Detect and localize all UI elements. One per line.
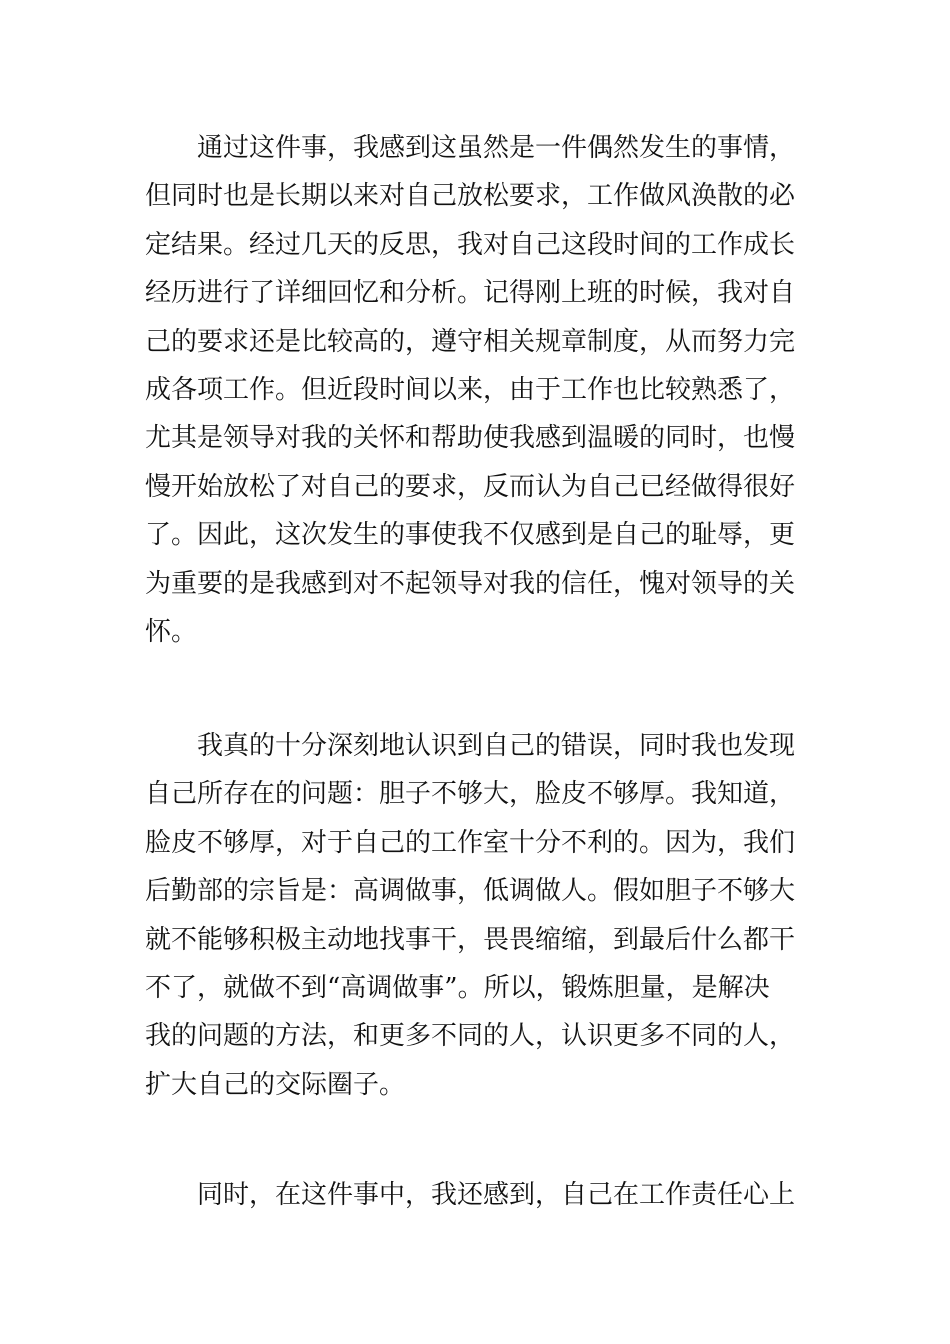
paragraph-line: 但同时也是长期以来对自己放松要求，工作做风涣散的必 (145, 181, 796, 212)
paragraph-line: 经历进行了详细回忆和分析。记得刚上班的时候，我对自 (145, 278, 796, 309)
paragraph-2 (145, 722, 809, 1109)
paragraph-line: 慢开始放松了对自己的要求，反而认为自己已经做得很好 (145, 471, 796, 502)
paragraph-line: 同时，在这件事中，我还感到，自己在工作责任心上 (197, 1180, 796, 1210)
paragraph-line: 通过这件事，我感到这虽然是一件偶然发生的事情， (197, 133, 796, 163)
paragraph-line: 己的要求还是比较高的，遵守相关规章制度，从而努力完 (145, 326, 796, 357)
paragraph-line: 为重要的是我感到对不起领导对我的信任，愧对领导的关 (145, 568, 796, 599)
paragraph-line: 怀。 (145, 616, 198, 647)
paragraph-line: 扩大自己的交际圈子。 (145, 1069, 406, 1100)
paragraph-line: 尤其是领导对我的关怀和帮助使我感到温暖的同时，也慢 (145, 423, 796, 454)
paragraph-3 (145, 1171, 809, 1219)
paragraph-1 (145, 124, 809, 656)
paragraph-line: 自己所存在的问题：胆子不够大，脸皮不够厚。我知道， (145, 779, 796, 810)
paragraph-line: 我的问题的方法，和更多不同的人，认识更多不同的人， (145, 1021, 796, 1052)
paragraph-line: 定结果。经过几天的反思，我对自己这段时间的工作成长 (145, 229, 796, 260)
paragraph-line: 就不能够积极主动地找事干，畏畏缩缩，到最后什么都干 (145, 924, 796, 955)
paragraph-line: 我真的十分深刻地认识到自己的错误，同时我也发现 (197, 731, 796, 761)
paragraph-line: 了。因此，这次发生的事使我不仅感到是自己的耻辱，更 (145, 520, 796, 551)
paragraph-line: 不了，就做不到“高调做事”。所以，锻炼胆量，是解决 (145, 972, 770, 1003)
paragraph-line: 成各项工作。但近段时间以来，由于工作也比较熟悉了， (145, 374, 796, 405)
paragraph-line: 后勤部的宗旨是：高调做事，低调做人。假如胆子不够大 (145, 876, 796, 907)
paragraph-line: 脸皮不够厚，对于自己的工作室十分不利的。因为，我们 (145, 827, 796, 858)
